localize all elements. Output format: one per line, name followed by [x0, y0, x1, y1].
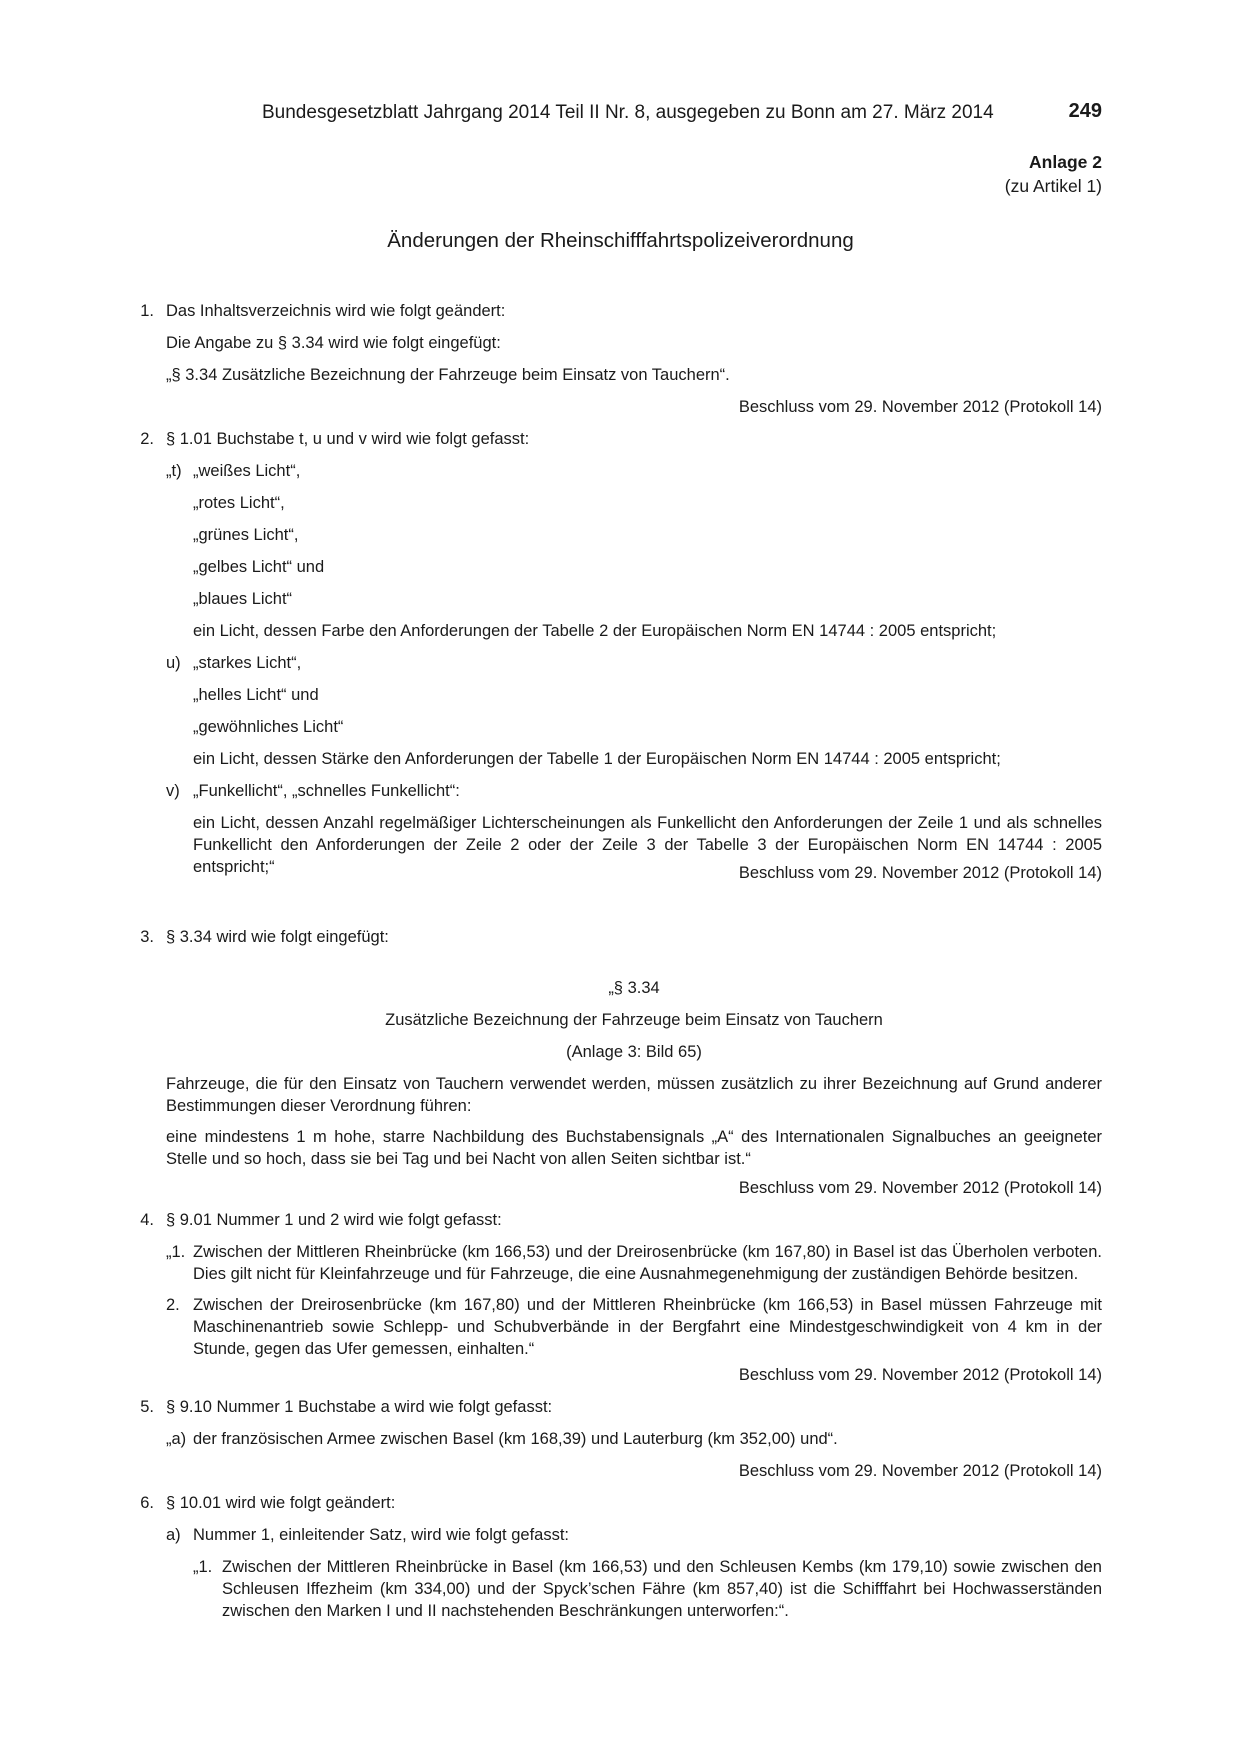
- document-title: Änderungen der Rheinschifffahrtspolizeiverordnung: [387, 229, 854, 252]
- item-6-intro: § 10.01 wird wie folgt geändert:: [166, 1494, 396, 1512]
- item-2-intro: § 1.01 Buchstabe t, u und v wird wie folgt gefasst:: [166, 430, 530, 448]
- section-heading: „§ 3.34: [608, 979, 660, 997]
- page-number: 249: [1068, 100, 1102, 122]
- item-6-number: 6.: [140, 1494, 154, 1512]
- section-title: Zusätzliche Bezeichnung der Fahrzeuge beim Einsatz von Tauchern: [385, 1011, 883, 1029]
- item-2-v-definition: ein Licht, dessen Anzahl regelmäßiger Lichterscheinungen als Funkellicht den Anforderungen der Zeile 1 und als schnelles Funkellicht den Anforderungen der Zeile 2 oder der Zeile 3 der Tabelle 3 der Europäischen Norm EN 14744 : 2005 entspricht;“: [193, 814, 1102, 876]
- item-2-number: 2.: [140, 430, 154, 448]
- item-4-number: 4.: [140, 1211, 154, 1229]
- item-2-u-label: u): [166, 654, 181, 672]
- item-5-a-text: der französischen Armee zwischen Basel (km 168,39) und Lauterburg (km 352,00) und“.: [193, 1430, 838, 1448]
- list-item: „gewöhnliches Licht“: [193, 718, 344, 736]
- decision-note: Beschluss vom 29. November 2012 (Protokoll 14): [738, 1462, 1102, 1480]
- item-5-intro: § 9.10 Nummer 1 Buchstabe a wird wie folgt gefasst:: [166, 1398, 553, 1416]
- item-6-paragraph: Zwischen der Mittleren Rheinbrücke in Basel (km 166,53) und den Schleusen Kembs (km 179,10) sowie zwischen den Schleusen Iffezheim (km 334,00) und der Spyck’schen Fähre (km 857,40) ist die Schifffahrt bei Hochwasserständen zwischen den Marken I und II nachstehenden Beschränkungen unterworfen:“.: [222, 1558, 1102, 1620]
- item-1-intro: Das Inhaltsverzeichnis wird wie folgt geändert:: [166, 302, 506, 320]
- item-2-t-definition: ein Licht, dessen Farbe den Anforderungen der Tabelle 2 der Europäischen Norm EN 14744 : 2005 entspricht;: [193, 622, 997, 640]
- item-4-intro: § 9.01 Nummer 1 und 2 wird wie folgt gefasst:: [166, 1211, 502, 1229]
- list-item: „rotes Licht“,: [193, 494, 285, 512]
- running-header: Bundesgesetzblatt Jahrgang 2014 Teil II Nr. 8, ausgegeben zu Bonn am 27. März 2014: [262, 102, 994, 123]
- item-5-number: 5.: [140, 1398, 154, 1416]
- item-4-paragraph: Zwischen der Dreirosenbrücke (km 167,80) und der Mittleren Rheinbrücke (km 166,53) in Basel müssen Fahrzeuge mit Maschinenantrieb sowie Schlepp- und Schubverbände in der Bergfahrt eine Mindestgeschwindigkeit von 4 km in der Stunde, gegen das Ufer gemessen, einhalten.“: [193, 1296, 1102, 1358]
- item-3-intro: § 3.34 wird wie folgt eingefügt:: [166, 928, 389, 946]
- annex-reference: (zu Artikel 1): [1004, 175, 1102, 196]
- decision-note: Beschluss vom 29. November 2012 (Protokoll 14): [738, 864, 1102, 882]
- item-6-a-label: a): [166, 1526, 181, 1544]
- decision-note: Beschluss vom 29. November 2012 (Protokoll 14): [738, 1179, 1102, 1197]
- item-2-t-label: „t): [166, 462, 182, 480]
- item-6-p1-label: „1.: [193, 1558, 213, 1576]
- decision-note: Beschluss vom 29. November 2012 (Protokoll 14): [738, 1366, 1102, 1384]
- item-4-p1-label: „1.: [166, 1243, 186, 1261]
- item-2-u-definition: ein Licht, dessen Stärke den Anforderungen der Tabelle 1 der Europäischen Norm EN 14744 : 2005 entspricht;: [193, 750, 1001, 768]
- list-item: „weißes Licht“,: [193, 462, 301, 480]
- decision-note: Beschluss vom 29. November 2012 (Protokoll 14): [738, 398, 1102, 416]
- list-item: „grünes Licht“,: [193, 526, 299, 544]
- item-4-p2-label: 2.: [166, 1296, 180, 1314]
- section-reference: (Anlage 3: Bild 65): [566, 1043, 702, 1061]
- section-paragraph: eine mindestens 1 m hohe, starre Nachbildung des Buchstabensignals „A“ des Internationalen Signalbuches an geeigneter Stelle und so hoch, dass sie bei Tag und bei Nacht von allen Seiten sichtbar ist.“: [166, 1128, 1102, 1168]
- list-item: „helles Licht“ und: [193, 686, 319, 704]
- list-item: „gelbes Licht“ und: [193, 558, 325, 576]
- annex-block: [1005, 151, 1102, 198]
- list-item: „blaues Licht“: [193, 590, 293, 608]
- item-4-paragraph: Zwischen der Mittleren Rheinbrücke (km 166,53) und der Dreirosenbrücke (km 167,80) in Basel ist das Überholen verboten. Dies gilt nicht für Kleinfahrzeuge und für Fahrzeuge, die eine Ausnahmegenehmigung der zuständigen Behörde besitzen.: [193, 1243, 1102, 1283]
- item-1-number: 1.: [140, 302, 154, 320]
- list-item: „starkes Licht“,: [193, 654, 302, 672]
- annex-label: Anlage 2: [1029, 152, 1102, 172]
- section-paragraph: Fahrzeuge, die für den Einsatz von Tauchern verwendet werden, müssen zusätzlich zu ihrer Bezeichnung auf Grund anderer Bestimmungen dieser Verordnung führen:: [166, 1075, 1102, 1115]
- item-1-line: Die Angabe zu § 3.34 wird wie folgt eingefügt:: [166, 334, 501, 352]
- item-3-number: 3.: [140, 928, 154, 946]
- item-5-a-label: „a): [166, 1430, 187, 1448]
- item-2-v-label: v): [166, 782, 180, 800]
- item-6-a-text: Nummer 1, einleitender Satz, wird wie folgt gefasst:: [193, 1526, 569, 1544]
- list-item: „Funkellicht“, „schnelles Funkellicht“:: [193, 782, 460, 800]
- item-1-line: „§ 3.34 Zusätzliche Bezeichnung der Fahrzeuge beim Einsatz von Tauchern“.: [166, 366, 730, 384]
